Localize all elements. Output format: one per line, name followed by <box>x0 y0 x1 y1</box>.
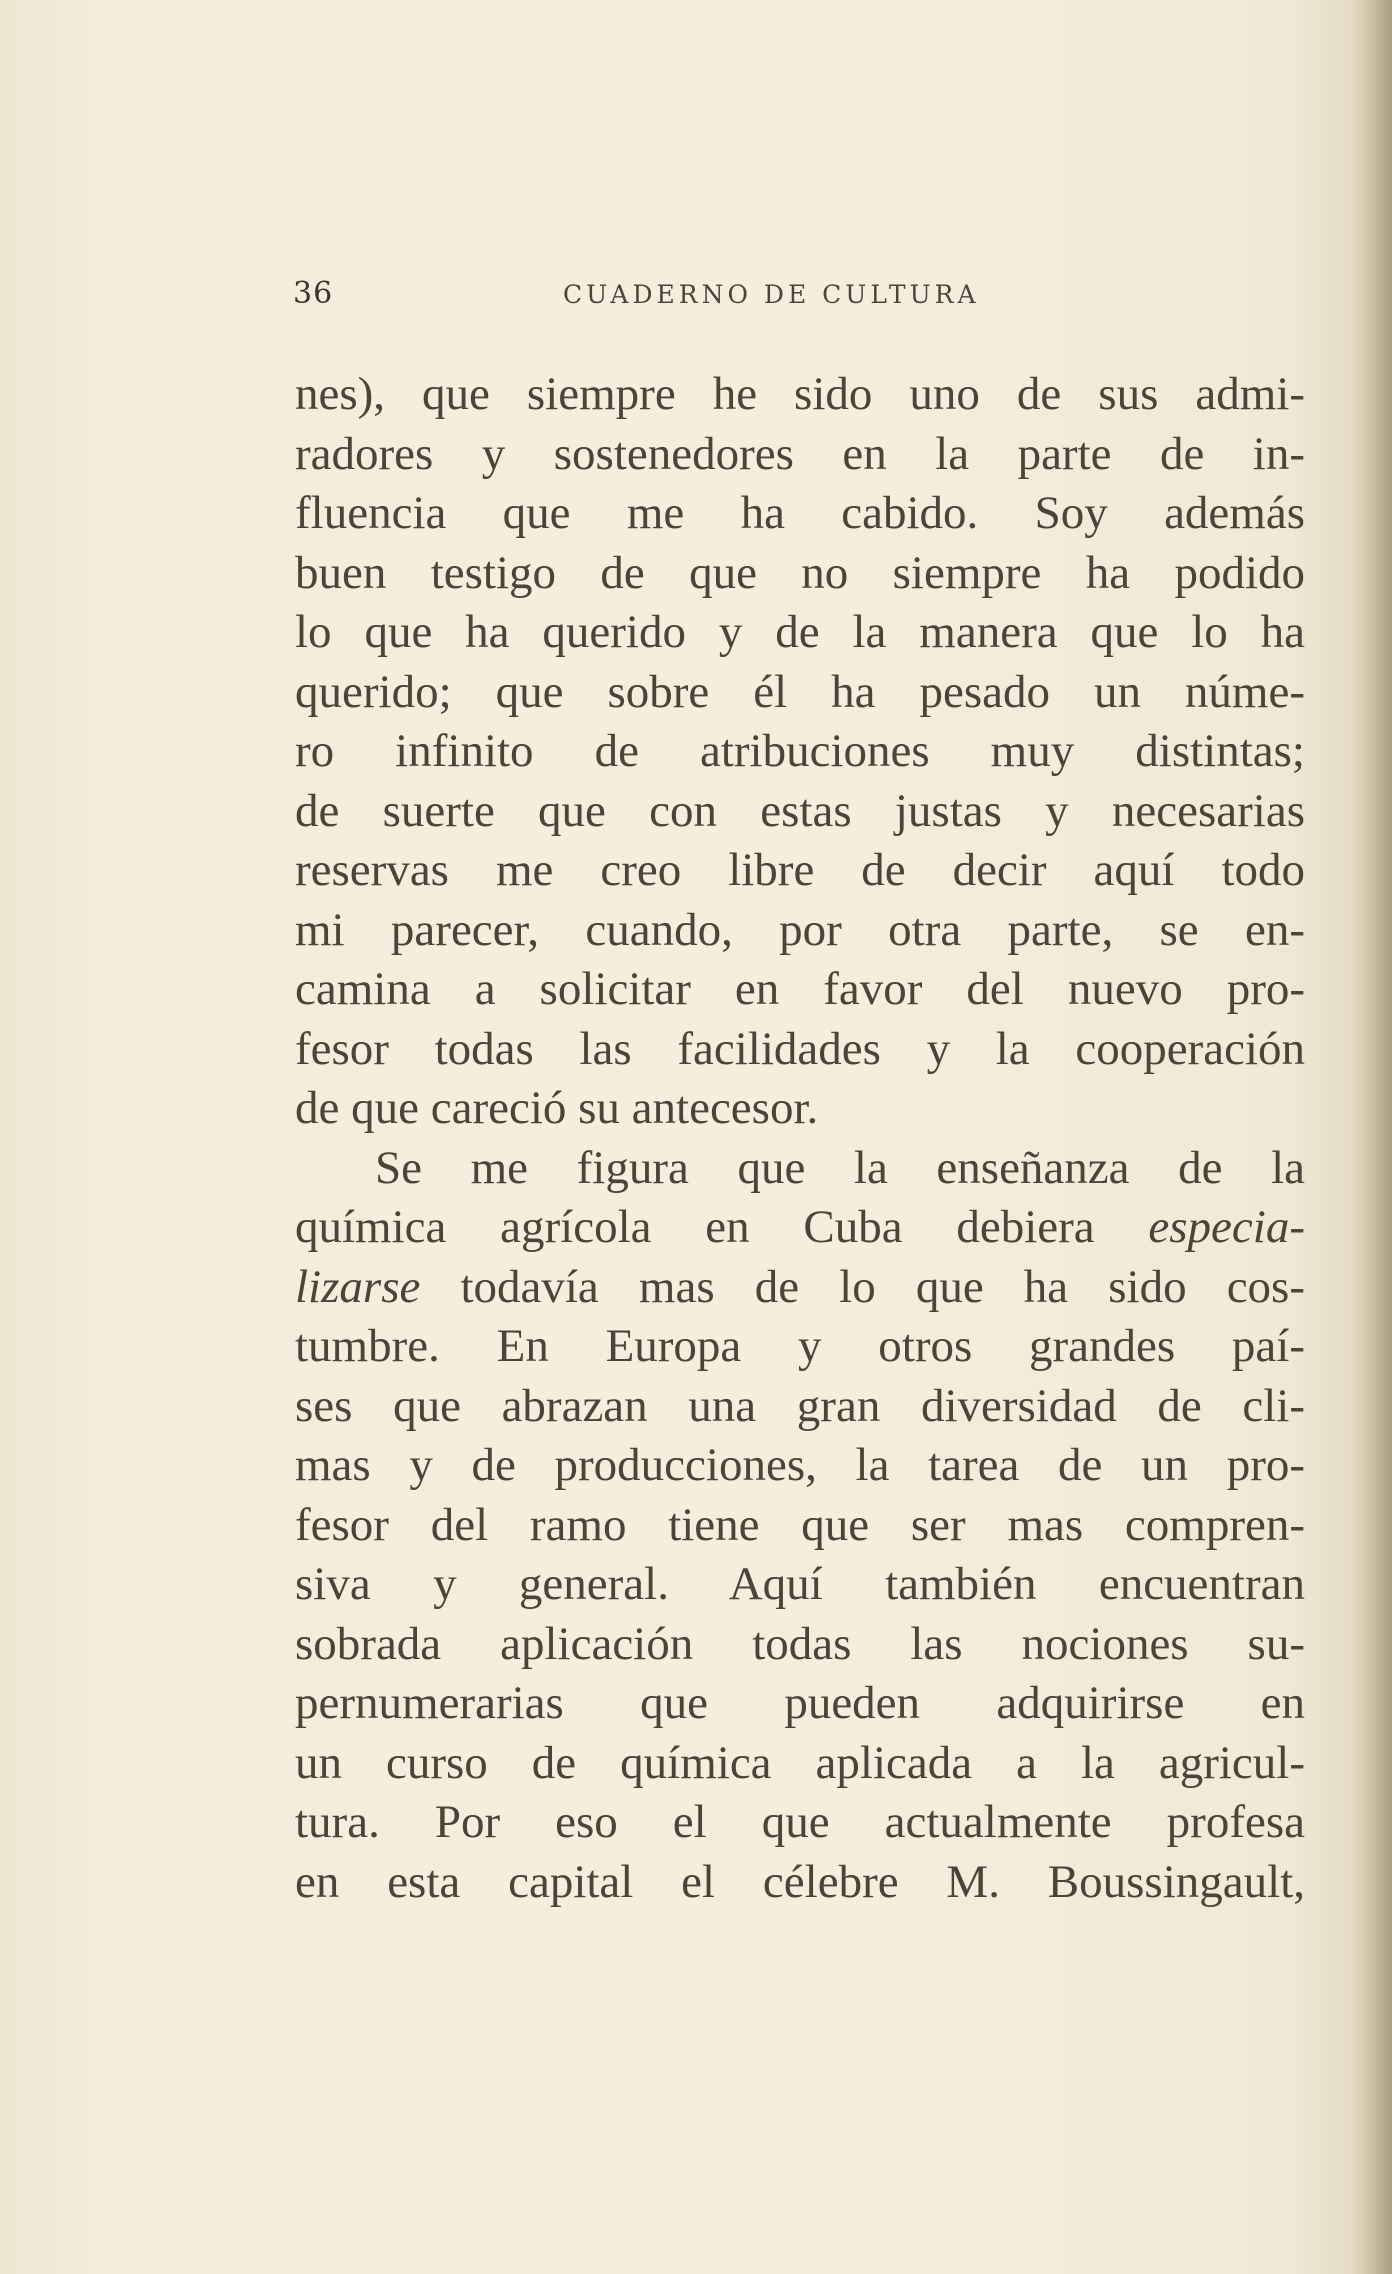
text-line: radores y sostenedores en la parte de in- <box>295 427 1305 480</box>
text-line: en esta capital el célebre M. Boussingault, <box>295 1855 1305 1908</box>
running-header <box>293 270 1303 320</box>
text-line: siva y general. Aquí también encuentran <box>295 1558 1305 1610</box>
italic-term: especia- <box>1148 1201 1305 1253</box>
text-line <box>295 1198 1305 1258</box>
page-number: 36 <box>293 276 334 311</box>
text-line: mas y de producciones, la tarea de un pro- <box>295 1439 1305 1491</box>
body-text <box>295 365 1305 1912</box>
text-line: ro infinito de atribuciones muy distintas; <box>295 725 1305 777</box>
text-line: tumbre. En Europa y otros grandes paí- <box>295 1320 1305 1372</box>
text-line: nes), que siempre he sido uno de sus admi- <box>295 368 1305 420</box>
text-line: fesor del ramo tiene que ser mas compren- <box>295 1498 1305 1551</box>
running-title: CUADERNO DE CULTURA <box>563 280 980 309</box>
text-line: fluencia que me ha cabido. Soy además <box>295 487 1305 539</box>
text-line: pernumerarias que pueden adquirirse en <box>295 1677 1305 1729</box>
text-line: reservas me creo libre de decir aquí todo <box>295 844 1305 896</box>
text-line: sobrada aplicación todas las nociones su- <box>295 1617 1305 1670</box>
text-line: fesor todas las facilidades y la cooperación <box>295 1022 1305 1075</box>
text-line: buen testigo de que no siempre ha podido <box>295 546 1305 599</box>
text-line: lo que ha querido y de la manera que lo ha <box>295 606 1305 658</box>
text-line: tura. Por eso el que actualmente profesa <box>295 1796 1305 1848</box>
text-line: ses que abrazan una gran diversidad de cli- <box>295 1379 1305 1432</box>
text-run: química agrícola en Cuba debiera <box>295 1201 1149 1253</box>
paragraph-2 <box>295 1139 1305 1913</box>
text-line: mi parecer, cuando, por otra parte, se en- <box>295 903 1305 956</box>
text-line: de suerte que con estas justas y necesarias <box>295 784 1305 837</box>
italic-term: lizarse <box>295 1260 421 1313</box>
text-line: de que careció su antecesor. <box>295 1082 819 1134</box>
text-line <box>295 1258 1305 1318</box>
text-line: querido; que sobre él ha pesado un núme- <box>295 665 1305 718</box>
text-line: camina a solicitar en favor del nuevo pro- <box>295 963 1305 1015</box>
text-line: un curso de química aplicada a la agricul- <box>295 1736 1305 1789</box>
page-edge-shadow <box>1352 0 1392 2274</box>
paragraph-1 <box>295 365 1305 1139</box>
text-run: todavía mas de lo que ha sido cos- <box>420 1260 1305 1313</box>
text-line: Se me figura que la enseñanza de la <box>375 1141 1305 1194</box>
